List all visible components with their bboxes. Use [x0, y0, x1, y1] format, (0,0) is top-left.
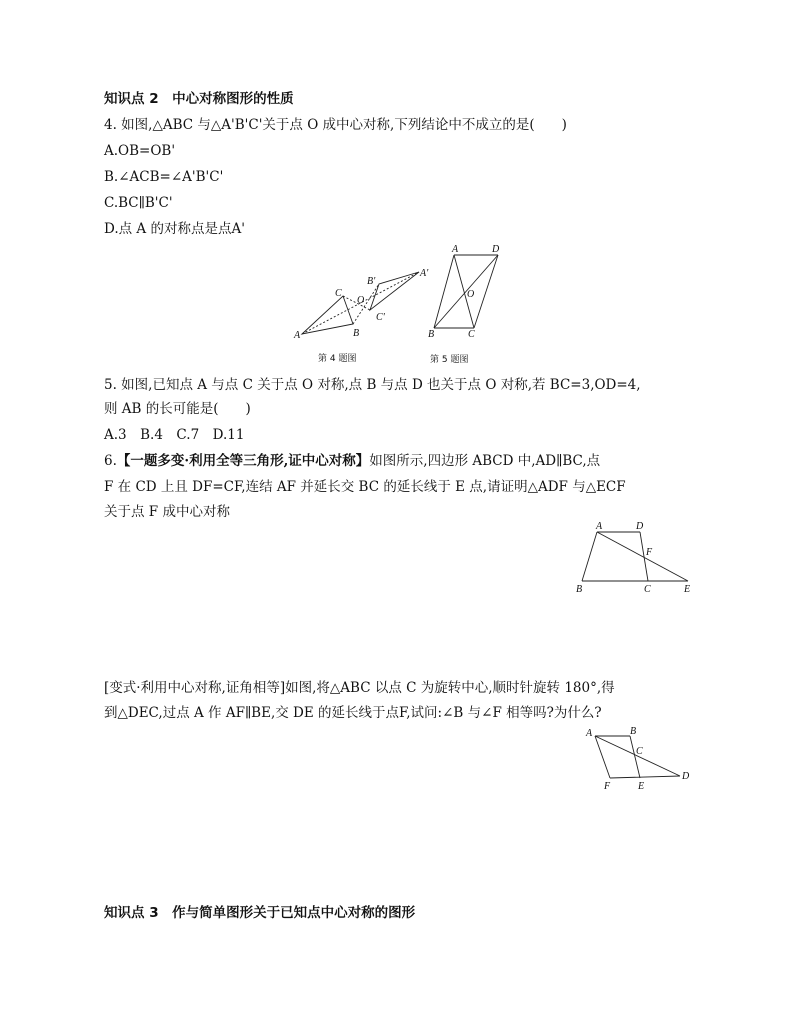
question-4-option-b: B.∠ACB=∠A'B'C' [104, 169, 224, 185]
label-a: A [452, 244, 459, 255]
figure-4-caption: 第 4 题图 [318, 354, 357, 364]
label-a: A [294, 330, 301, 341]
label-f: F [604, 781, 611, 792]
label-a: A [596, 521, 603, 532]
question-6-line-2: F 在 CD 上且 DF=CF,连结 AF 并延长交 BC 的延长线于 E 点,请证明△ADF 与△ECF [104, 479, 626, 495]
label-b: B [576, 584, 583, 595]
label-d: D [682, 771, 690, 782]
label-a-prime: A' [420, 268, 429, 279]
label-c-prime: C' [376, 312, 385, 323]
figure-5 [420, 240, 520, 370]
triangle-abc [302, 296, 353, 334]
label-f: F [646, 547, 653, 558]
label-c: C [468, 329, 475, 340]
label-a: A [586, 728, 593, 739]
variant-line-2: 到△DEC,过点 A 作 AF∥BE,交 DE 的延长线于点F,试问:∠B 与∠F 相等吗?为什么? [104, 705, 602, 721]
variant-line-1: [变式·利用中心对称,证角相等]如图,将△ABC 以点 C 为旋转中心,顺时针旋转 180°,得 [104, 680, 615, 696]
label-b-prime: B' [367, 276, 376, 287]
figure-7 [580, 724, 700, 796]
question-4-option-d: D.点 A 的对称点是点A' [104, 221, 245, 237]
figure-4 [290, 262, 440, 370]
question-6-text: 如图所示,四边形 ABCD 中,AD∥BC,点 [369, 453, 601, 469]
label-b: B [428, 329, 435, 340]
label-b: B [630, 726, 637, 737]
section-2-title: 知识点 2 中心对称图形的性质 [104, 91, 294, 107]
question-4-stem: 4. 如图,△ABC 与△A'B'C'关于点 O 成中心对称,下列结论中不成立的是( ) [104, 117, 567, 133]
label-c: C [335, 288, 342, 299]
label-c: C [644, 584, 651, 595]
label-d: D [492, 244, 500, 255]
label-o: O [357, 295, 365, 306]
question-5-stem-line-1: 5. 如图,已知点 A 与点 C 关于点 O 对称,点 B 与点 D 也关于点 O 对称,若 BC=3,OD=4, [104, 377, 641, 393]
question-5-stem-line-2: 则 AB 的长可能是( ) [104, 401, 251, 417]
question-6-number: 6. [104, 453, 117, 469]
label-b: B [353, 328, 360, 339]
question-6-tag: 【一题多变·利用全等三角形,证中心对称】 [116, 453, 370, 469]
figure-5-caption: 第 5 题图 [430, 355, 469, 365]
triangle-a2b2c2 [370, 272, 419, 310]
question-4-option-c: C.BC∥B'C' [104, 195, 173, 211]
question-4-option-a: A.OB=OB' [104, 143, 176, 159]
label-e: E [638, 781, 645, 792]
question-6-line-3: 关于点 F 成中心对称 [104, 504, 230, 520]
figure-6 [570, 518, 700, 598]
label-o: O [467, 289, 475, 300]
label-e: E [684, 584, 691, 595]
question-5-options: A.3 B.4 C.7 D.11 [104, 427, 245, 443]
label-c: C [636, 746, 643, 757]
section-3-title: 知识点 3 作与简单图形关于已知点中心对称的图形 [104, 905, 416, 921]
question-6-line-1 [104, 452, 600, 470]
label-d: D [636, 521, 644, 532]
